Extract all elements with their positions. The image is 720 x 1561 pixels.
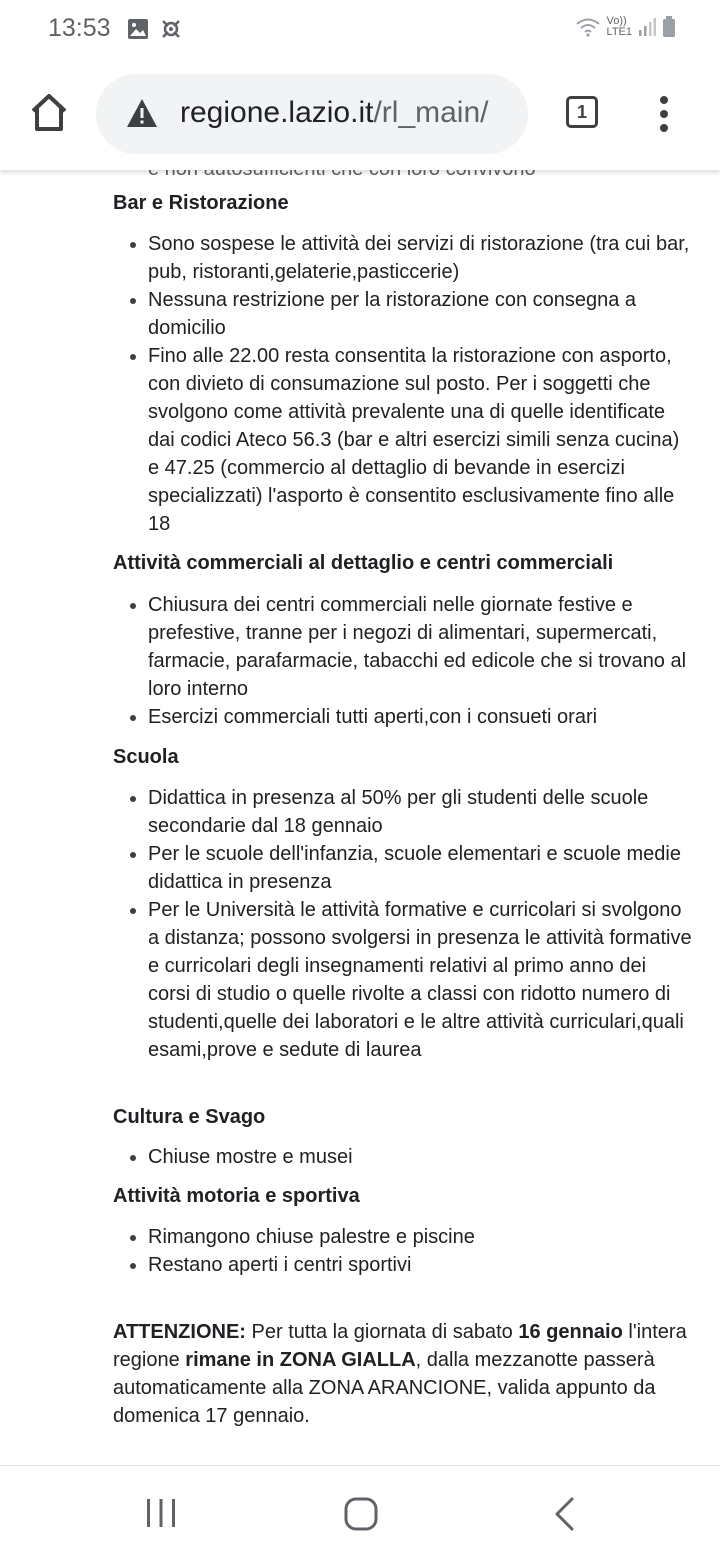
list-item: Restano aperti i centri sportivi [113, 1251, 693, 1279]
list-item: Didattica in presenza al 50% per gli studenti delle scuole secondarie dal 18 gennaio [113, 784, 693, 840]
attention-date: 16 gennaio [518, 1321, 623, 1343]
battery-icon [662, 16, 676, 38]
volte-label: Vo)) [606, 15, 627, 27]
url-path: /rl_main/ [373, 96, 489, 129]
list-cultura-svago [113, 1143, 693, 1171]
lte-label: LTE1 [606, 26, 632, 38]
browser-toolbar [0, 60, 720, 170]
page-content [0, 170, 720, 1465]
recent-apps-icon[interactable] [144, 1496, 178, 1530]
url-bar[interactable] [96, 74, 528, 154]
list-attivita-commerciali [113, 591, 693, 731]
url-domain: regione.lazio.it [180, 96, 374, 129]
status-right-group [575, 16, 676, 38]
list-scuola [113, 784, 693, 1064]
list-item: Sono sospese le attività dei servizi di ristorazione (tra cui bar, pub, ristoranti,gelaterie,pasticcerie) [113, 230, 693, 286]
status-time: 13:53 [48, 14, 111, 42]
warning-icon[interactable] [126, 98, 158, 128]
url-text[interactable] [180, 96, 489, 130]
home-icon[interactable] [26, 90, 72, 136]
wifi-icon [575, 17, 601, 37]
back-nav-icon[interactable] [550, 1496, 578, 1532]
signal-icon [638, 17, 656, 37]
list-item: Per le Università le attività formative e curricolari si svolgono a distanza; possono svolgersi in presenza le attività formative e curricolari degli insegnamenti relativi al primo anno dei corsi di studio o quelle rivolte a classi con ridotto numero di studenti,quelle dei laboratori e le altre attività curriculari,quali esami,prove e sedute di laurea [113, 896, 693, 1064]
section-title-attivita-commerciali: Attività commerciali al dettaglio e centri commerciali [113, 552, 614, 574]
vpn-icon [160, 18, 182, 40]
list-item: Nessuna restrizione per la ristorazione con consegna a domicilio [113, 286, 693, 342]
attention-text-2: l'intera regione [113, 1321, 687, 1371]
attention-zone: rimane in ZONA GIALLA [185, 1349, 416, 1371]
section-title-scuola: Scuola [113, 746, 179, 768]
list-attivita-motoria [113, 1223, 693, 1279]
system-nav-bar [0, 1465, 720, 1561]
status-bar [0, 0, 720, 60]
list-item: Rimangono chiuse palestre e piscine [113, 1223, 693, 1251]
more-options-icon[interactable] [652, 94, 676, 134]
tab-switcher-button[interactable]: 1 [566, 96, 598, 128]
list-item: Fino alle 22.00 resta consentita la ristorazione con asporto, con divieto di consumazione sul posto. Per i soggetti che svolgono come attività prevalente una di quelle identificate dai codici Ateco 56.3 (bar e altri esercizi simili senza cucina) e 47.25 (commercio al dettaglio di bevande in esercizi specializzati) l'asporto è consentito esclusivamente fino alle 18 [113, 342, 693, 538]
network-label [607, 16, 632, 38]
section-title-attivita-motoria: Attività motoria e sportiva [113, 1185, 360, 1207]
list-item: Per le scuole dell'infanzia, scuole elementari e scuole medie didattica in presenza [113, 840, 693, 896]
section-title-cultura-svago: Cultura e Svago [113, 1106, 266, 1128]
section-title-bar-ristorazione: Bar e Ristorazione [113, 192, 289, 214]
list-item: Esercizi commerciali tutti aperti,con i consueti orari [113, 703, 693, 731]
attention-label: ATTENZIONE: [113, 1321, 246, 1343]
attention-text-1: Per tutta la giornata di sabato [245, 1321, 519, 1343]
list-item: Chiusura dei centri commerciali nelle giornate festive e prefestive, tranne per i negozi di alimentari, supermercati, farmacie, parafarmacie, tabacchi ed edicole che si trovano al loro interno [113, 591, 693, 703]
attention-text-3: , dalla mezzanotte passerà automaticamente alla ZONA ARANCIONE, valida appunto da domenica 17 gennaio. [113, 1349, 656, 1427]
image-icon [127, 18, 149, 40]
attention-paragraph [113, 1318, 693, 1430]
home-nav-icon[interactable] [343, 1496, 379, 1532]
list-item: Chiuse mostre e musei [113, 1143, 693, 1171]
list-bar-ristorazione [113, 230, 693, 538]
